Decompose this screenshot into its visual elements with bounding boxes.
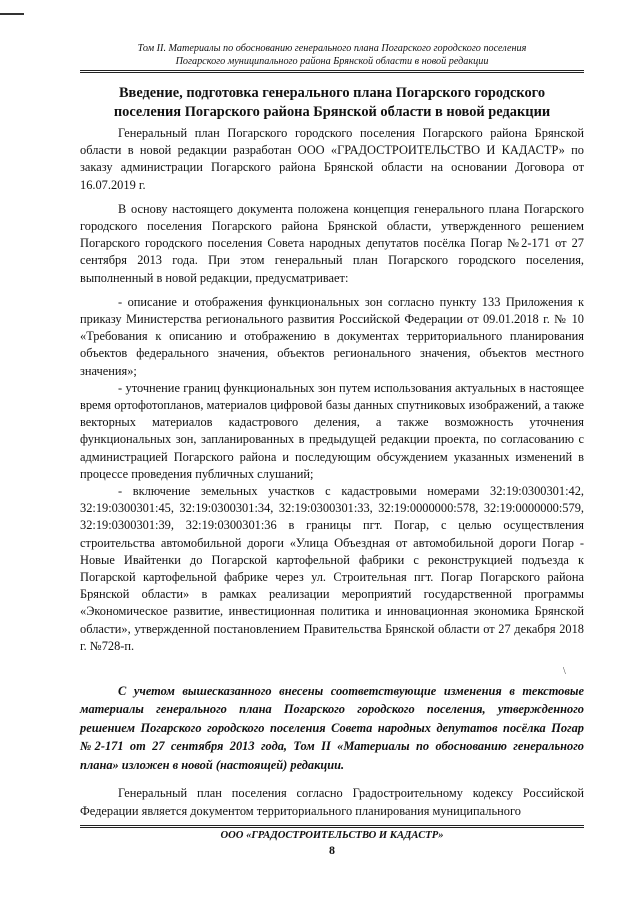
header-line-1: Том II. Материалы по обоснованию генерального плана Погарского городского поселения [137,43,527,54]
section-title [80,84,584,122]
list-item: - описание и отображения функциональных зон согласно пункту 133 Приложения к приказу Министерства регионального развития Российской Федерации от 09.01.2018 г. № 10 «Требования к описанию и отображению в документах территориального планирования объектов федерального значения, объектов регионального значения, объектов местного значения»; [80,294,584,378]
running-header [80,42,584,68]
title-line-2: поселения Погарского района Брянской области в новой редакции [113,104,551,120]
conclusion-paragraph: С учетом вышесказанного внесены соответствующие изменения в текстовые материалы генерального плана Погарского городского поселения, утвержденного решением Погарского городского поселения Совета народных депутатов посёлка Погар №2-171 от 27 сентября 2013 года, Том II «Материалы по обоснованию генерального плана» изложен в новой (настоящей) редакции. [80,684,584,772]
footer-company: ООО «ГРАДОСТРОИТЕЛЬСТВО И КАДАСТР» [220,830,444,841]
header-line-2: Погарского муниципального района Брянской области в новой редакции [175,56,489,67]
closing-paragraph: Генеральный план поселения согласно Градостроительному кодексу Российской Федерации является документом территориального планирования муниципального [80,786,584,818]
title-line-1: Введение, подготовка генерального плана Погарского городского [118,85,546,101]
header-rule-double [80,72,584,73]
footer-rule [80,825,584,826]
page-number: 8 [329,843,335,857]
paragraph-concept: В основу настоящего документа положена концепция генерального плана Погарского городского поселения Погарского района Брянской области, утвержденного решением Погарского городского поселения Совета народных депутатов посёлка Погар №2-171 от 27 сентября 2013 года. При этом генеральный план Погарского городского поселения, выполненный в новой редакции, предусматривает: [80,201,584,285]
header-rule [80,70,584,71]
list-item: - включение земельных участков с кадастровыми номерами 32:19:0300301:42, 32:19:0300301:45, 32:19:0300301:34, 32:19:0300301:33, 32:19:0000000:578, 32:19:0000000:579, 32:19:0300301:39, 32:19:0300301:36 в границы пгт. Погар, с целью осуществления строительства автомобильной дороги «Улица Объездная от автомобильной дороги Погар - Новые Ивайтенки до Погарской картофельной фабрики с реконструкцией подъезда к Погарской картофельной фабрике через ул. Строительная пгт. Погар Погарского района Брянской области» в рамках реализации мероприятий государственной программы «Экономическое развитие, инвестиционная политика и инновационная экономика Брянской области», утвержденной постановлением Правительства Брянской области от 27 декабря 2018 г. №728-п. [80,484,584,653]
scan-mark [0,13,24,15]
footer-rule-double [80,827,584,828]
list-item: - уточнение границ функциональных зон путем использования актуальных в настоящее время ортофотопланов, материалов цифровой базы данных спутниковых изображений, а также векторных материалов кадастрового деления, а также возможность уточнения функциональных зон, запланированных в предыдущей редакции проекта, по согласованию с администрацией Погарского района и последующим обсуждением указанных изменений в процессе проведения публичных слушаний; [80,380,584,481]
paragraph-intro: Генеральный план Погарского городского поселения Погарского района Брянской области в новой редакции разработан ООО «ГРАДОСТРОИТЕЛЬСТВО И КАДАСТР» по заказу администрации Погарского района Брянской области на основании Договора от 16.07.2019 г. [80,126,584,192]
scan-artifact: \ [563,666,566,677]
body-text [80,125,584,669]
